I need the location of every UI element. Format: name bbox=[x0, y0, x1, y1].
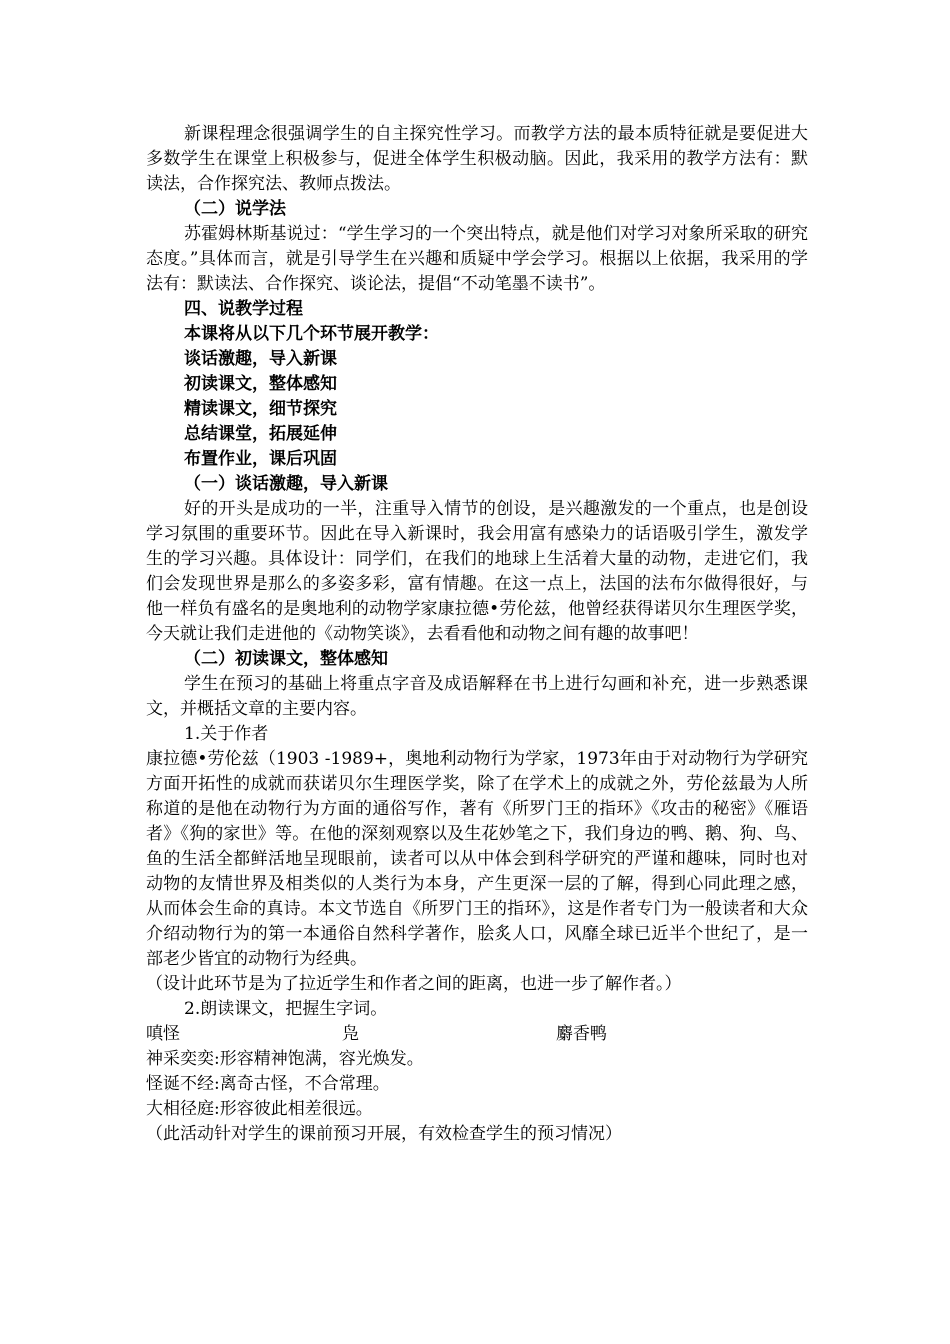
design-note: （设计此环节是为了拉近学生和作者之间的距离，也进一步了解作者。） bbox=[146, 974, 682, 994]
document-page bbox=[146, 122, 808, 1147]
vocab-word: 嗔怪 bbox=[146, 1024, 180, 1044]
vocabulary-row bbox=[146, 1022, 808, 1047]
paragraph-introduction: 好的开头是成功的一半，注重导入情节的创设，是兴趣激发的一个重点，也是创设学习氛围的重要环节。因此在导入新课时，我会用富有感染力的话语吸引学生，激发学生的学习兴趣。具体设计：同学们，在我们的地球上生活着大量的动物，走进它们，我们会发现世界是那么的多姿多彩，富有情趣。在这一点上，法国的法布尔做得很好，与他一样负有盛名的是奥地利的动物学家康拉德•劳伦兹，他曾经获得诺贝尔生理医学奖，今天就让我们走进他的《动物笑谈》，去看看他和动物之间有趣的故事吧！ bbox=[146, 499, 808, 644]
vocab-word: 凫 bbox=[342, 1024, 359, 1044]
paragraph-teaching-method: 新课程理念很强调学生的自主探究性学习。而教学方法的最本质特征就是要促进大多数学生在课堂上积极参与，促进全体学生积极动脑。因此，我采用的教学方法有：默读法，合作探究法、教师点拨法。 bbox=[146, 124, 808, 194]
idiom-definition: 怪诞不经:离奇古怪，不合常理。 bbox=[146, 1074, 390, 1094]
heading-step-one: （一）谈话激趣，导入新课 bbox=[184, 474, 388, 494]
heading-learning-method: （二）说学法 bbox=[184, 199, 286, 219]
vocab-word: 麝香鸭 bbox=[556, 1024, 607, 1044]
process-step: 初读课文，整体感知 bbox=[184, 374, 337, 394]
design-note: （此活动针对学生的课前预习开展，有效检查学生的预习情况） bbox=[146, 1124, 622, 1144]
process-step: 精读课文，细节探究 bbox=[184, 399, 337, 419]
process-step: 总结课堂，拓展延伸 bbox=[184, 424, 337, 444]
process-step: 布置作业，课后巩固 bbox=[184, 449, 337, 469]
process-step: 谈话激趣，导入新课 bbox=[184, 349, 337, 369]
subheading-read-aloud: 2.朗读课文，把握生字词。 bbox=[184, 999, 388, 1019]
paragraph-first-reading: 学生在预习的基础上将重点字音及成语解释在书上进行勾画和补充，进一步熟悉课文，并概括文章的主要内容。 bbox=[146, 674, 808, 719]
paragraph-learning-method: 苏霍姆林斯基说过：“学生学习的一个突出特点，就是他们对学习对象所采取的研究态度。”具体而言，就是引导学生在兴趣和质疑中学会学习。根据以上依据，我采用的学法有：默读法、合作探究、谈论法，提倡“不动笔墨不读书”。 bbox=[146, 224, 808, 294]
idiom-definition: 神采奕奕:形容精神饱满，容光焕发。 bbox=[146, 1049, 424, 1069]
heading-teaching-process: 四、说教学过程 bbox=[184, 299, 303, 319]
idiom-definition: 大相径庭:形容彼此相差很远。 bbox=[146, 1099, 373, 1119]
subheading-about-author: 1.关于作者 bbox=[184, 724, 269, 744]
process-intro: 本课将从以下几个环节展开教学： bbox=[184, 324, 439, 344]
heading-step-two: （二）初读课文，整体感知 bbox=[184, 649, 388, 669]
paragraph-author-bio: 康拉德•劳伦兹（1903 -1989+，奥地利动物行为学家，1973年由于对动物行为学研究方面开拓性的成就而获诺贝尔生理医学奖，除了在学术上的成就之外，劳伦兹最为人所称道的是他在动物行为方面的通俗写作，著有《所罗门王的指环》《攻击的秘密》《雁语者》《狗的家世》等。在他的深刻观察以及生花妙笔之下，我们身边的鸭、鹅、狗、鸟、鱼的生活全都鲜活地呈现眼前，读者可以从中体会到科学研究的严谨和趣味，同时也对动物的友情世界及相类似的人类行为本身，产生更深一层的了解，得到心同此理之感，从而体会生命的真诗。本文节选自《所罗门王的指环》，这是作者专门为一般读者和大众介绍动物行为的第一本通俗自然科学著作，脍炙人口，风靡全球已近半个世纪了，是一部老少皆宜的动物行为经典。 bbox=[146, 749, 808, 969]
